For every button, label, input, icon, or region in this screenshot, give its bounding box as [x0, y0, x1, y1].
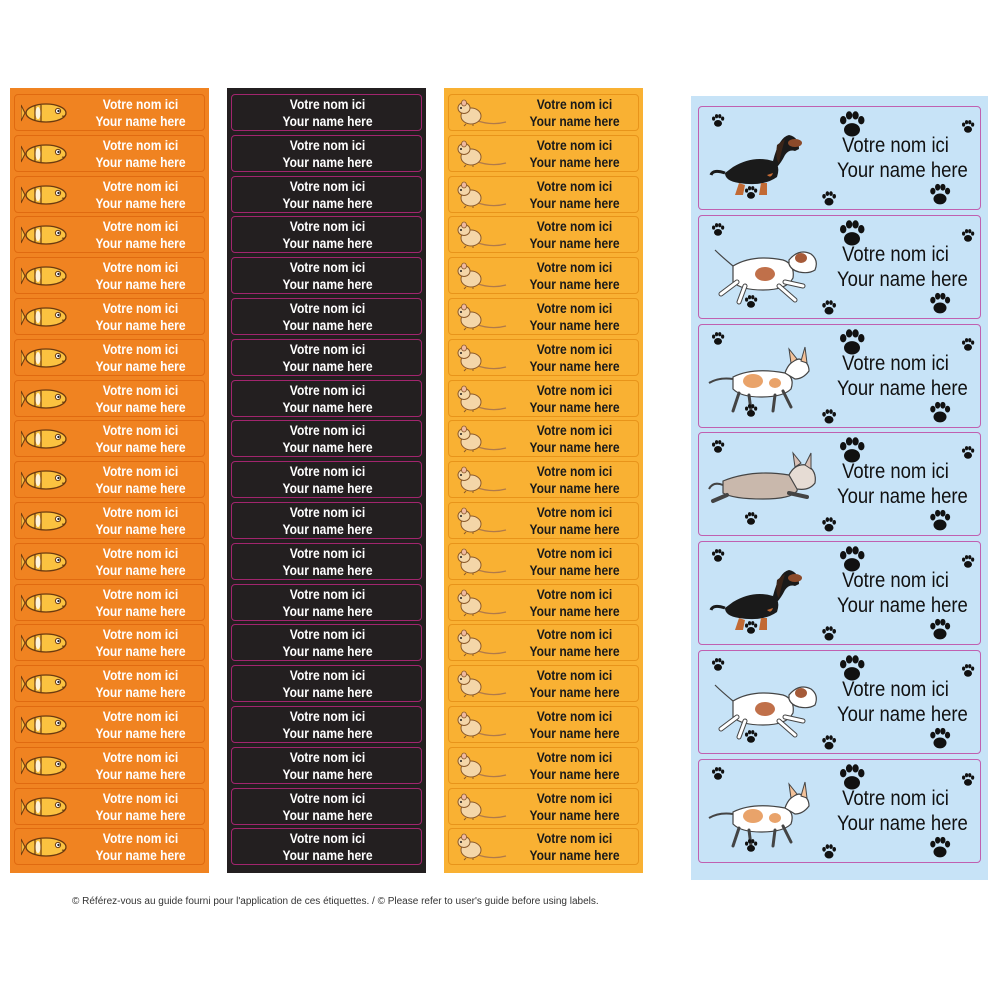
fish-icon [21, 834, 71, 865]
label-line-french: Votre nom ici [536, 748, 613, 765]
label-line-french: Votre nom ici [102, 177, 179, 194]
label-text [245, 667, 409, 701]
fish-icon [21, 590, 71, 621]
label-line-english: Your name here [282, 235, 373, 252]
label-line-french: Votre nom ici [289, 136, 366, 153]
gerbil-icon [453, 669, 507, 704]
name-label [14, 420, 205, 457]
label-text [518, 96, 631, 130]
label-line-french: Votre nom ici [289, 218, 366, 235]
name-label [14, 257, 205, 294]
name-label [231, 176, 422, 213]
label-line-french: Votre nom ici [102, 218, 179, 235]
label-text [84, 586, 197, 620]
name-label [231, 706, 422, 743]
label-line-english: Your name here [282, 725, 373, 741]
name-label [14, 543, 205, 580]
name-label [14, 339, 205, 376]
label-text [518, 667, 631, 701]
fish-icon [21, 467, 71, 498]
gerbil-icon [453, 424, 507, 459]
label-line-french: Votre nom ici [289, 300, 366, 316]
gerbil-icon [453, 588, 507, 623]
name-label [448, 543, 639, 580]
fish-icon [21, 426, 71, 457]
label-line-english: Your name here [529, 725, 620, 741]
label-line-french: Votre nom ici [536, 136, 613, 153]
fish-icon [21, 508, 71, 539]
label-line-english: Your name here [529, 480, 620, 497]
label-sheet-dogs [691, 96, 988, 880]
name-label [231, 747, 422, 784]
label-text [84, 218, 197, 252]
label-text [836, 242, 968, 292]
gerbil-icon [453, 751, 507, 786]
name-label [14, 584, 205, 621]
name-label [14, 216, 205, 253]
label-line-english: Your name here [529, 521, 620, 537]
label-text [84, 382, 197, 416]
label-text [84, 259, 197, 293]
label-sheet-black [227, 88, 426, 873]
name-label [14, 298, 205, 335]
name-label [448, 584, 639, 621]
copyright-footer: © Référez-vous au guide fourni pour l'application de ces étiquettes. / © Please refer to user's guide before using labels. [72, 896, 599, 907]
label-line-english: Your name here [95, 561, 186, 578]
label-line-french: Votre nom ici [842, 242, 949, 266]
label-line-english: Your name here [95, 398, 186, 415]
name-label [14, 176, 205, 213]
label-line-french: Votre nom ici [536, 381, 613, 398]
label-line-english: Your name here [282, 643, 373, 660]
label-text [518, 178, 631, 212]
label-text [245, 178, 409, 212]
label-line-french: Votre nom ici [536, 96, 613, 112]
fish-icon [21, 753, 71, 784]
label-line-french: Votre nom ici [842, 460, 949, 484]
label-text [84, 178, 197, 212]
label-line-french: Votre nom ici [536, 463, 613, 480]
name-label [231, 624, 422, 661]
label-line-english: Your name here [529, 765, 620, 782]
label-line-english: Your name here [95, 153, 186, 170]
name-label [448, 94, 639, 131]
name-label [231, 135, 422, 172]
label-text [84, 300, 197, 334]
fish-icon [21, 182, 71, 213]
name-label [698, 759, 981, 863]
name-label [231, 216, 422, 253]
label-text [84, 137, 197, 171]
label-line-english: Your name here [529, 684, 620, 701]
label-text [836, 677, 968, 727]
label-line-english: Your name here [282, 194, 373, 211]
fish-icon [21, 100, 71, 131]
label-line-english: Your name here [282, 521, 373, 537]
label-line-english: Your name here [282, 684, 373, 701]
label-line-english: Your name here [95, 317, 186, 333]
gerbil-icon [453, 506, 507, 541]
label-line-french: Votre nom ici [102, 544, 179, 561]
label-line-english: Your name here [836, 159, 968, 182]
label-line-english: Your name here [282, 357, 373, 374]
label-text [518, 626, 631, 660]
label-text [836, 351, 968, 401]
label-text [518, 218, 631, 252]
label-text [518, 586, 631, 620]
label-line-french: Votre nom ici [102, 136, 179, 153]
label-line-english: Your name here [282, 439, 373, 456]
label-line-french: Votre nom ici [102, 585, 179, 602]
name-label [448, 624, 639, 661]
label-line-french: Votre nom ici [842, 351, 949, 375]
gerbil-icon [453, 832, 507, 867]
name-label [14, 94, 205, 131]
name-label [698, 215, 981, 319]
label-line-french: Votre nom ici [289, 463, 366, 480]
fish-icon [21, 549, 71, 580]
label-line-french: Votre nom ici [289, 667, 366, 684]
label-text [84, 341, 197, 375]
label-line-english: Your name here [529, 439, 620, 456]
label-line-english: Your name here [95, 439, 186, 456]
label-line-french: Votre nom ici [102, 463, 179, 480]
label-line-french: Votre nom ici [536, 340, 613, 357]
label-line-french: Votre nom ici [289, 381, 366, 398]
label-text [84, 545, 197, 579]
gerbil-icon [453, 547, 507, 582]
label-line-english: Your name here [282, 806, 373, 823]
label-line-french: Votre nom ici [102, 259, 179, 276]
label-line-english: Your name here [529, 357, 620, 374]
gerbil-icon [453, 261, 507, 296]
label-text [518, 422, 631, 456]
label-line-english: Your name here [95, 602, 186, 619]
label-line-french: Votre nom ici [536, 667, 613, 684]
label-sheet-fish [10, 88, 209, 873]
label-text [84, 626, 197, 660]
gerbil-icon [453, 343, 507, 378]
name-label [231, 788, 422, 825]
name-label [698, 650, 981, 754]
fish-icon [21, 386, 71, 417]
name-label [14, 502, 205, 539]
name-label [698, 106, 981, 210]
label-line-french: Votre nom ici [289, 544, 366, 561]
label-line-french: Votre nom ici [289, 789, 366, 806]
label-text [84, 790, 197, 824]
label-text [518, 259, 631, 293]
label-line-english: Your name here [95, 806, 186, 823]
name-label [448, 216, 639, 253]
gerbil-icon [453, 710, 507, 745]
name-label [448, 339, 639, 376]
label-text [518, 830, 631, 864]
name-label [14, 380, 205, 417]
label-line-french: Votre nom ici [289, 422, 366, 439]
label-line-english: Your name here [95, 765, 186, 782]
name-label [448, 665, 639, 702]
name-label [231, 257, 422, 294]
name-label [448, 420, 639, 457]
name-label [448, 747, 639, 784]
name-label [448, 298, 639, 335]
label-line-french: Votre nom ici [289, 504, 366, 520]
name-label [698, 541, 981, 645]
label-text [245, 504, 409, 538]
fish-icon [21, 345, 71, 376]
label-line-french: Votre nom ici [102, 830, 179, 847]
label-line-french: Votre nom ici [289, 748, 366, 765]
label-text [245, 586, 409, 620]
label-text [518, 382, 631, 416]
label-line-english: Your name here [282, 153, 373, 170]
label-line-english: Your name here [282, 276, 373, 293]
name-label [14, 135, 205, 172]
label-text [245, 218, 409, 252]
name-label [14, 788, 205, 825]
label-text [518, 341, 631, 375]
label-line-english: Your name here [95, 276, 186, 293]
label-text [84, 708, 197, 742]
label-text [84, 96, 197, 130]
label-text [518, 708, 631, 742]
name-label [231, 380, 422, 417]
name-label [14, 706, 205, 743]
label-line-english: Your name here [836, 267, 968, 291]
label-text [245, 96, 409, 130]
label-line-french: Votre nom ici [536, 626, 613, 643]
label-line-french: Votre nom ici [102, 504, 179, 520]
label-line-english: Your name here [95, 521, 186, 537]
label-line-french: Votre nom ici [536, 177, 613, 194]
gerbil-icon [453, 98, 507, 133]
name-label [231, 420, 422, 457]
label-line-english: Your name here [282, 561, 373, 578]
name-label [698, 324, 981, 428]
label-line-french: Votre nom ici [102, 626, 179, 643]
label-line-english: Your name here [836, 703, 968, 726]
label-line-english: Your name here [836, 376, 968, 400]
label-sheet-gerbil [444, 88, 643, 873]
label-text [836, 459, 968, 509]
name-label [448, 380, 639, 417]
label-line-english: Your name here [282, 602, 373, 619]
name-label [448, 788, 639, 825]
gerbil-icon [453, 220, 507, 255]
label-text [518, 463, 631, 497]
label-line-english: Your name here [529, 847, 620, 864]
label-text [245, 545, 409, 579]
fish-icon [21, 712, 71, 743]
gerbil-icon [453, 628, 507, 663]
label-line-french: Votre nom ici [842, 569, 949, 593]
label-text [245, 790, 409, 824]
label-line-english: Your name here [282, 765, 373, 782]
name-label [448, 828, 639, 865]
label-line-french: Votre nom ici [102, 96, 179, 112]
label-line-french: Votre nom ici [102, 708, 179, 724]
label-line-english: Your name here [836, 811, 968, 835]
label-line-french: Votre nom ici [102, 422, 179, 439]
label-line-french: Votre nom ici [102, 789, 179, 806]
label-line-french: Votre nom ici [289, 585, 366, 602]
label-text [836, 133, 968, 183]
name-label [448, 706, 639, 743]
label-text [245, 708, 409, 742]
label-text [518, 504, 631, 538]
label-text [518, 137, 631, 171]
label-text [518, 790, 631, 824]
name-label [448, 135, 639, 172]
label-text [245, 137, 409, 171]
name-label [231, 665, 422, 702]
label-line-french: Votre nom ici [536, 585, 613, 602]
gerbil-icon [453, 384, 507, 419]
label-text [245, 300, 409, 334]
label-line-french: Votre nom ici [289, 708, 366, 724]
label-text [245, 830, 409, 864]
label-text [84, 667, 197, 701]
name-label [14, 461, 205, 498]
label-text [518, 300, 631, 334]
label-line-english: Your name here [95, 113, 186, 129]
label-line-french: Votre nom ici [536, 830, 613, 847]
label-text [84, 463, 197, 497]
label-text [245, 422, 409, 456]
name-label [448, 176, 639, 213]
name-label [231, 298, 422, 335]
label-line-english: Your name here [95, 194, 186, 211]
label-line-english: Your name here [95, 357, 186, 374]
fish-icon [21, 304, 71, 335]
label-line-french: Votre nom ici [102, 381, 179, 398]
label-text [245, 259, 409, 293]
label-line-english: Your name here [836, 594, 968, 618]
label-line-french: Votre nom ici [289, 626, 366, 643]
label-line-french: Votre nom ici [289, 830, 366, 847]
name-label [14, 624, 205, 661]
fish-icon [21, 141, 71, 172]
label-text [836, 786, 968, 836]
label-line-english: Your name here [282, 113, 373, 129]
label-line-french: Votre nom ici [289, 177, 366, 194]
name-label [14, 665, 205, 702]
label-line-french: Votre nom ici [289, 259, 366, 276]
name-label [231, 828, 422, 865]
name-label [698, 432, 981, 536]
label-line-french: Votre nom ici [842, 134, 949, 157]
label-text [84, 830, 197, 864]
fish-icon [21, 671, 71, 702]
fish-icon [21, 263, 71, 294]
label-line-english: Your name here [95, 480, 186, 497]
label-text [836, 568, 968, 618]
label-line-french: Votre nom ici [842, 786, 949, 810]
label-line-french: Votre nom ici [102, 340, 179, 357]
gerbil-icon [453, 792, 507, 827]
label-line-french: Votre nom ici [102, 300, 179, 316]
label-line-english: Your name here [529, 643, 620, 660]
fish-icon [21, 630, 71, 661]
label-text [245, 749, 409, 783]
label-line-french: Votre nom ici [102, 667, 179, 684]
label-line-english: Your name here [529, 235, 620, 252]
label-text [245, 382, 409, 416]
label-line-french: Votre nom ici [536, 259, 613, 276]
label-line-english: Your name here [282, 847, 373, 864]
label-line-english: Your name here [529, 276, 620, 293]
label-text [245, 463, 409, 497]
label-line-english: Your name here [282, 317, 373, 333]
label-line-english: Your name here [529, 194, 620, 211]
label-line-french: Votre nom ici [842, 678, 949, 701]
label-text [84, 422, 197, 456]
label-line-english: Your name here [95, 684, 186, 701]
label-text [84, 504, 197, 538]
name-label [448, 502, 639, 539]
label-line-english: Your name here [529, 398, 620, 415]
name-label [231, 94, 422, 131]
name-label [231, 543, 422, 580]
label-line-french: Votre nom ici [536, 218, 613, 235]
gerbil-icon [453, 139, 507, 174]
label-line-english: Your name here [529, 113, 620, 129]
label-line-english: Your name here [529, 317, 620, 333]
label-line-english: Your name here [95, 643, 186, 660]
label-line-english: Your name here [95, 235, 186, 252]
label-line-english: Your name here [95, 847, 186, 864]
name-label [231, 339, 422, 376]
label-line-french: Votre nom ici [536, 504, 613, 520]
label-line-english: Your name here [95, 725, 186, 741]
label-line-french: Votre nom ici [536, 789, 613, 806]
name-label [231, 461, 422, 498]
label-text [245, 341, 409, 375]
label-line-english: Your name here [529, 806, 620, 823]
label-line-english: Your name here [282, 398, 373, 415]
label-line-english: Your name here [282, 480, 373, 497]
label-text [518, 749, 631, 783]
label-line-french: Votre nom ici [536, 708, 613, 724]
gerbil-icon [453, 302, 507, 337]
label-line-french: Votre nom ici [289, 340, 366, 357]
name-label [448, 461, 639, 498]
name-label [14, 828, 205, 865]
label-line-english: Your name here [836, 485, 968, 509]
label-line-french: Votre nom ici [536, 544, 613, 561]
label-line-french: Votre nom ici [289, 96, 366, 112]
gerbil-icon [453, 465, 507, 500]
fish-icon [21, 222, 71, 253]
label-text [245, 626, 409, 660]
label-line-french: Votre nom ici [536, 422, 613, 439]
label-line-english: Your name here [529, 561, 620, 578]
name-label [231, 502, 422, 539]
label-line-english: Your name here [529, 153, 620, 170]
label-line-french: Votre nom ici [102, 748, 179, 765]
name-label [231, 584, 422, 621]
name-label [14, 747, 205, 784]
label-text [518, 545, 631, 579]
name-label [448, 257, 639, 294]
gerbil-icon [453, 180, 507, 215]
fish-icon [21, 794, 71, 825]
label-line-english: Your name here [529, 602, 620, 619]
label-line-french: Votre nom ici [536, 300, 613, 316]
label-text [84, 749, 197, 783]
